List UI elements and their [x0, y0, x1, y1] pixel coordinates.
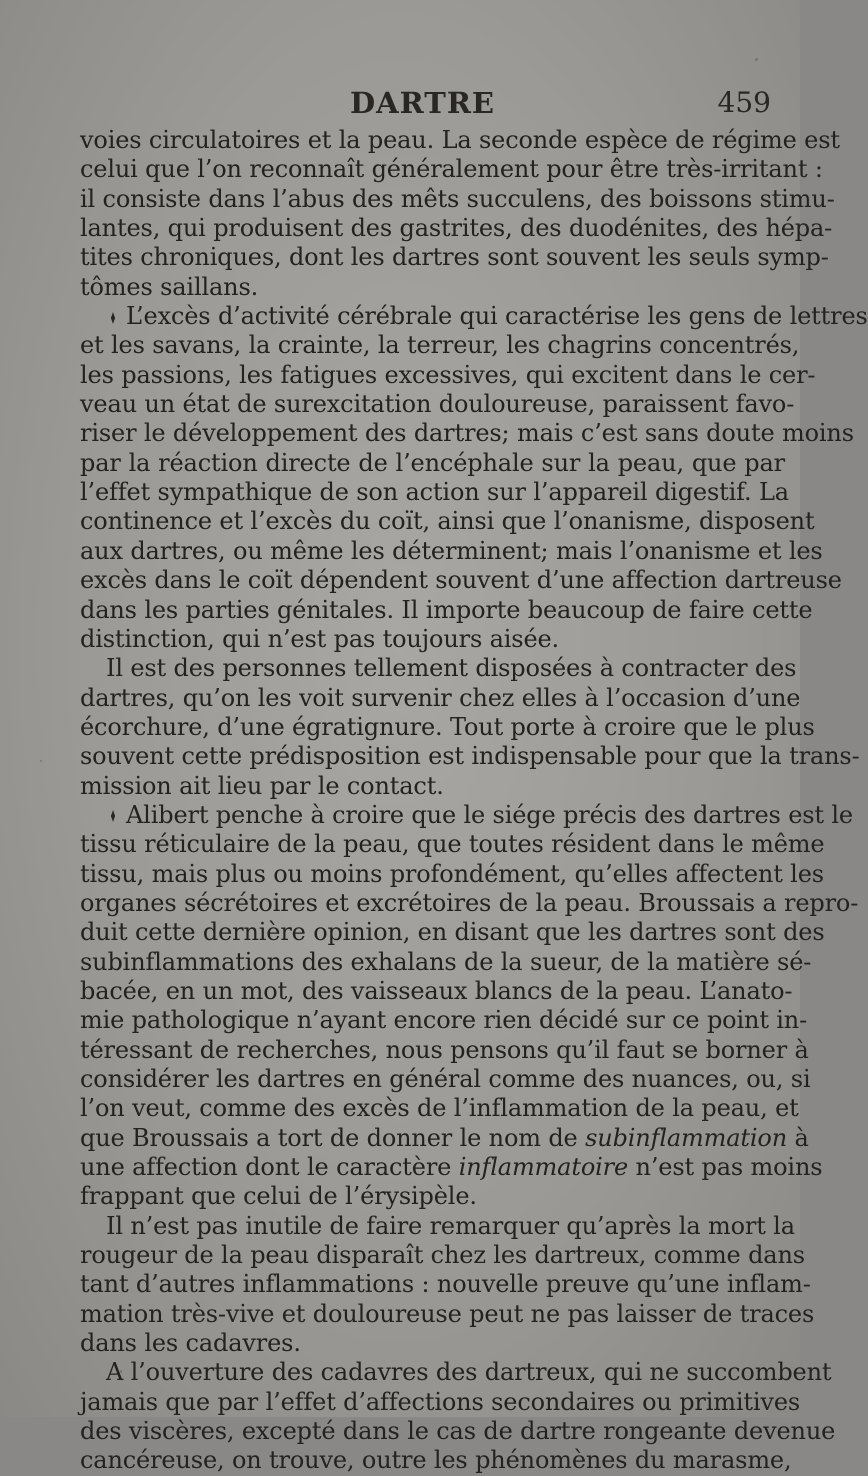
text-line: [80, 331, 800, 360]
text-line: [80, 772, 785, 801]
text-line: [80, 976, 793, 1006]
text-line: [80, 390, 795, 419]
text-line-content: Il n’est pas inutile de faire remarquer qu’après la mort la: [106, 1211, 795, 1240]
text-line: [80, 830, 825, 859]
text-line: [80, 536, 823, 566]
text-line-content: dans les cadavres.: [80, 1329, 301, 1358]
text-line-content: aux dartres, ou même les déterminent; mais l’onanisme et les: [80, 536, 823, 565]
text-line-content: souvent cette prédisposition est indispensable pour que la trans-: [80, 742, 860, 771]
text-line-content: écorchure, d’une égratignure. Tout porte à croire que le plus: [80, 712, 815, 741]
text-line: [80, 1270, 811, 1299]
running-head: DARTRE: [350, 86, 496, 120]
text-line-content: rougeur de la peau disparaît chez les dartreux, comme dans: [80, 1241, 805, 1270]
text-line-content: A l’ouverture des cadavres des dartreux, qui ne succombent: [106, 1358, 832, 1387]
text-line: [80, 566, 842, 595]
text-line: [80, 155, 823, 184]
text-line: [80, 625, 785, 654]
text-line-content: tissu réticulaire de la peau, que toutes résident dans le même: [80, 830, 825, 859]
text-line: [80, 1182, 785, 1211]
text-line: [80, 302, 868, 331]
paper-speck: [120, 1370, 122, 1373]
text-line-content: que Broussais a tort de donner le nom de subinflammation à: [80, 1123, 809, 1152]
text-line-content: veau un état de surexcitation douloureuse, paraissent favo-: [80, 390, 795, 419]
text-line-content: continence et l’excès du coït, ainsi que l’onanisme, disposent: [80, 507, 815, 536]
text-line-content: une affection dont le caractère inflammatoire n’est pas moins: [80, 1153, 823, 1182]
text-line: [80, 1153, 823, 1182]
text-line-content: des viscères, excepté dans le cas de dartre rongeante devenue: [80, 1417, 836, 1446]
text-line: [80, 1417, 836, 1446]
text-line-content: organes sécrétoires et excrétoires de la peau. Broussais a repro-: [80, 888, 859, 917]
paragraph-marker-icon: [106, 809, 120, 823]
text-line: [80, 1006, 808, 1035]
body-text: [80, 126, 868, 1476]
text-line: [80, 449, 785, 478]
text-line: [80, 1123, 809, 1153]
text-line: [80, 859, 824, 889]
text-line: [80, 243, 829, 272]
text-line-content: considérer les dartres en général comme des nuances, ou, si: [80, 1065, 811, 1093]
text-line-content: bacée, en un mot, des vaisseaux blancs de la peau. L’anato-: [80, 976, 793, 1005]
text-line: [80, 888, 859, 918]
text-line-content: jamais que par l’effet d’affections secondaires ou primitives: [80, 1387, 801, 1416]
text-line: [80, 360, 816, 390]
text-line: [80, 1446, 792, 1475]
text-line: [80, 1358, 832, 1387]
text-line: [80, 273, 785, 302]
text-line: [80, 214, 833, 243]
text-line: [80, 1329, 785, 1358]
text-line: [80, 1065, 811, 1094]
text-line-content: duit cette dernière opinion, en disant que les dartres sont des: [80, 918, 825, 947]
paper-speck: [755, 58, 758, 61]
text-line: [80, 1035, 809, 1065]
text-line-content: les passions, les fatigues excessives, qui excitent dans le cer-: [80, 360, 816, 389]
text-line-content: tômes saillans.: [80, 272, 259, 301]
text-line: [80, 1094, 799, 1123]
paper-speck: [40, 760, 42, 762]
text-line: [80, 1299, 815, 1329]
page-number: 459: [717, 86, 771, 119]
text-line: [80, 478, 789, 507]
page-header: [80, 86, 785, 126]
text-line-content: mie pathologique n’ayant encore rien décidé sur ce point in-: [80, 1006, 808, 1035]
text-line-content: riser le développement des dartres; mais c’est sans doute moins: [80, 419, 854, 448]
text-line-content: L’excès d’activité cérébrale qui caractérise les gens de lettres: [126, 302, 868, 331]
text-line-content: distinction, qui n’est pas toujours aisée.: [80, 624, 560, 653]
text-line-content: voies circulatoires et la peau. La seconde espèce de régime est: [80, 126, 840, 154]
text-line-content: il consiste dans l’abus des mêts succulens, des boissons stimu-: [80, 184, 835, 213]
text-line-content: tissu, mais plus ou moins profondément, qu’elles affectent les: [80, 859, 824, 888]
text-line-content: lantes, qui produisent des gastrites, des duodénites, des hépa-: [80, 214, 833, 243]
text-line: [80, 712, 815, 742]
text-line: [80, 507, 815, 536]
text-line: [80, 918, 825, 947]
paragraph-marker-icon: [106, 311, 120, 325]
text-line-content: celui que l’on reconnaît généralement pour être très-irritant :: [80, 155, 823, 184]
text-line: [80, 126, 840, 155]
text-line-content: par la réaction directe de l’encéphale sur la peau, que par: [80, 448, 785, 477]
text-line-content: cancéreuse, on trouve, outre les phénomènes du marasme,: [80, 1446, 792, 1475]
text-line-content: subinflammations des exhalans de la sueur, de la matière sé-: [80, 947, 812, 976]
text-line-content: Il est des personnes tellement disposées à contracter des: [106, 654, 797, 683]
text-line: [80, 683, 801, 713]
text-line: [80, 1387, 801, 1417]
text-line-content: excès dans le coït dépendent souvent d’une affection dartreuse: [80, 566, 842, 595]
text-line-content: dans les parties génitales. Il importe beaucoup de faire cette: [80, 595, 813, 624]
text-line: [80, 654, 797, 683]
text-line-content: l’on veut, comme des excès de l’inflammation de la peau, et: [80, 1094, 799, 1123]
text-line-content: dartres, qu’on les voit survenir chez elles à l’occasion d’une: [80, 683, 801, 712]
text-line: [80, 595, 813, 625]
text-line: [80, 184, 835, 214]
text-line: [80, 419, 854, 448]
text-line-content: tites chroniques, dont les dartres sont souvent les seuls symp-: [80, 243, 829, 272]
text-line: [80, 947, 812, 977]
text-line-content: et les savans, la crainte, la terreur, les chagrins concentrés,: [80, 331, 800, 360]
text-line-content: frappant que celui de l’érysipèle.: [80, 1182, 477, 1211]
text-line: [80, 742, 860, 771]
paper-speck: [690, 1320, 693, 1322]
text-line-content: mission ait lieu par le contact.: [80, 771, 444, 800]
text-line-content: mation très-vive et douloureuse peut ne pas laisser de traces: [80, 1299, 815, 1328]
text-line-content: téressant de recherches, nous pensons qu’il faut se borner à: [80, 1035, 809, 1064]
text-line-content: l’effet sympathique de son action sur l’appareil digestif. La: [80, 478, 789, 507]
text-line: [80, 800, 853, 830]
text-line-content: Alibert penche à croire que le siége précis des dartres est le: [126, 800, 853, 829]
text-line: [80, 1211, 795, 1241]
text-line-content: tant d’autres inflammations : nouvelle preuve qu’une inflam-: [80, 1270, 811, 1299]
text-line: [80, 1241, 805, 1270]
